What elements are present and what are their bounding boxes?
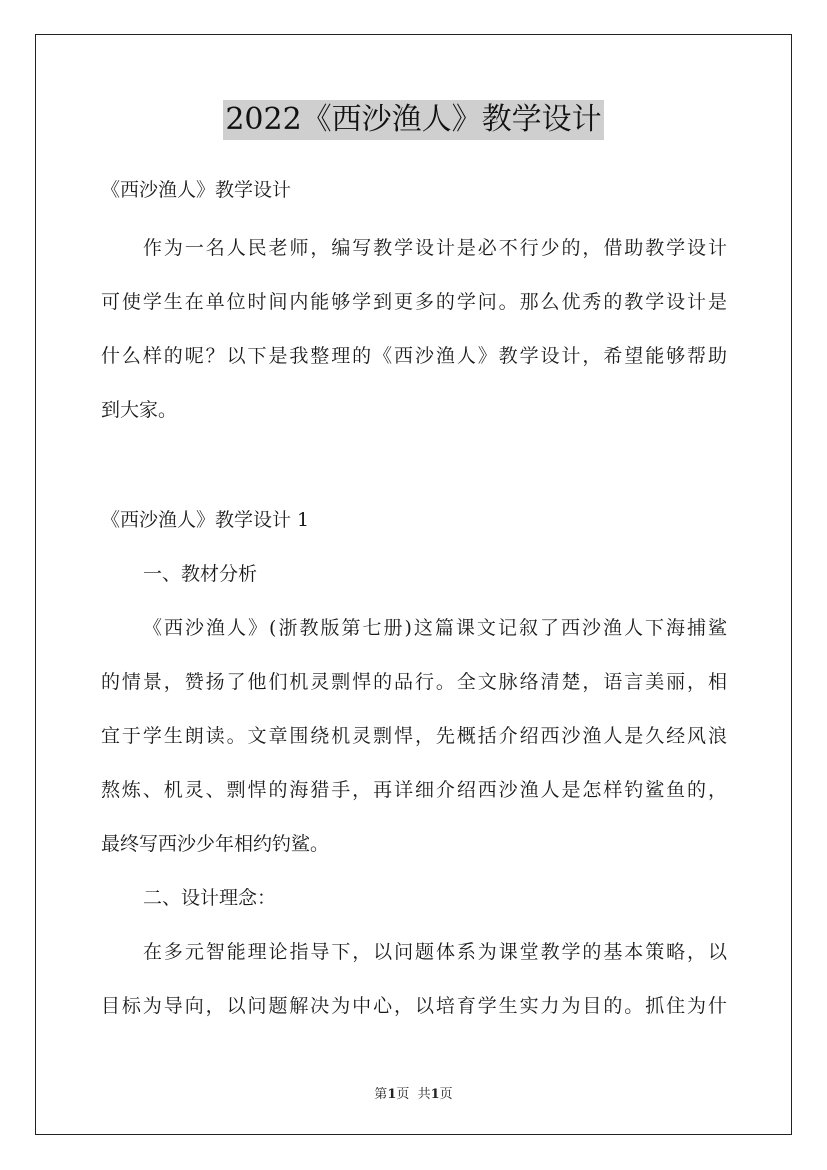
- section-heading: 《西沙渔人》教学设计 1: [101, 509, 310, 531]
- page-footer: [0, 1083, 827, 1102]
- subsection-heading: 一、教材分析: [143, 563, 258, 585]
- footer-page-mid: 页 共: [396, 1087, 431, 1102]
- paragraph-line: 熬炼、机灵、剽悍的海猎手，再详细介绍西沙渔人是怎样钓鲨鱼的，: [101, 779, 727, 801]
- document-title: 2022《西沙渔人》教学设计: [223, 100, 603, 140]
- paragraph-line: 最终写西沙少年相约钓鲨。: [101, 833, 330, 855]
- paragraph-line: 目标为导向，以问题解决为中心，以培育学生实力为目的。抓住为什: [101, 995, 727, 1017]
- footer-page-suffix: 页: [439, 1087, 453, 1102]
- subsection-heading: 二、设计理念：: [143, 887, 277, 909]
- paragraph-line: 可使学生在单位时间内能够学到更多的学问。那么优秀的教学设计是: [101, 291, 727, 313]
- footer-page-current: 1: [387, 1087, 397, 1102]
- footer-page-total: 1: [430, 1087, 440, 1102]
- title-container: [0, 100, 827, 140]
- paragraph-line: 在多元智能理论指导下，以问题体系为课堂教学的基本策略，以: [143, 941, 727, 963]
- paragraph-line: 到大家。: [101, 399, 178, 421]
- section-heading: 《西沙渔人》教学设计: [101, 179, 292, 201]
- paragraph-line: 什么样的呢？以下是我整理的《西沙渔人》教学设计，希望能够帮助: [101, 345, 727, 367]
- paragraph-line: 宜于学生朗读。文章围绕机灵剽悍，先概括介绍西沙渔人是久经风浪: [101, 725, 727, 747]
- paragraph-line: 《西沙渔人》(浙教版第七册)这篇课文记叙了西沙渔人下海捕鲨: [143, 617, 727, 639]
- paragraph-line: 作为一名人民老师，编写教学设计是必不行少的，借助教学设计: [143, 237, 727, 259]
- footer-page-prefix: 第: [374, 1087, 388, 1102]
- paragraph-line: 的情景，赞扬了他们机灵剽悍的品行。全文脉络清楚，语言美丽，相: [101, 671, 727, 693]
